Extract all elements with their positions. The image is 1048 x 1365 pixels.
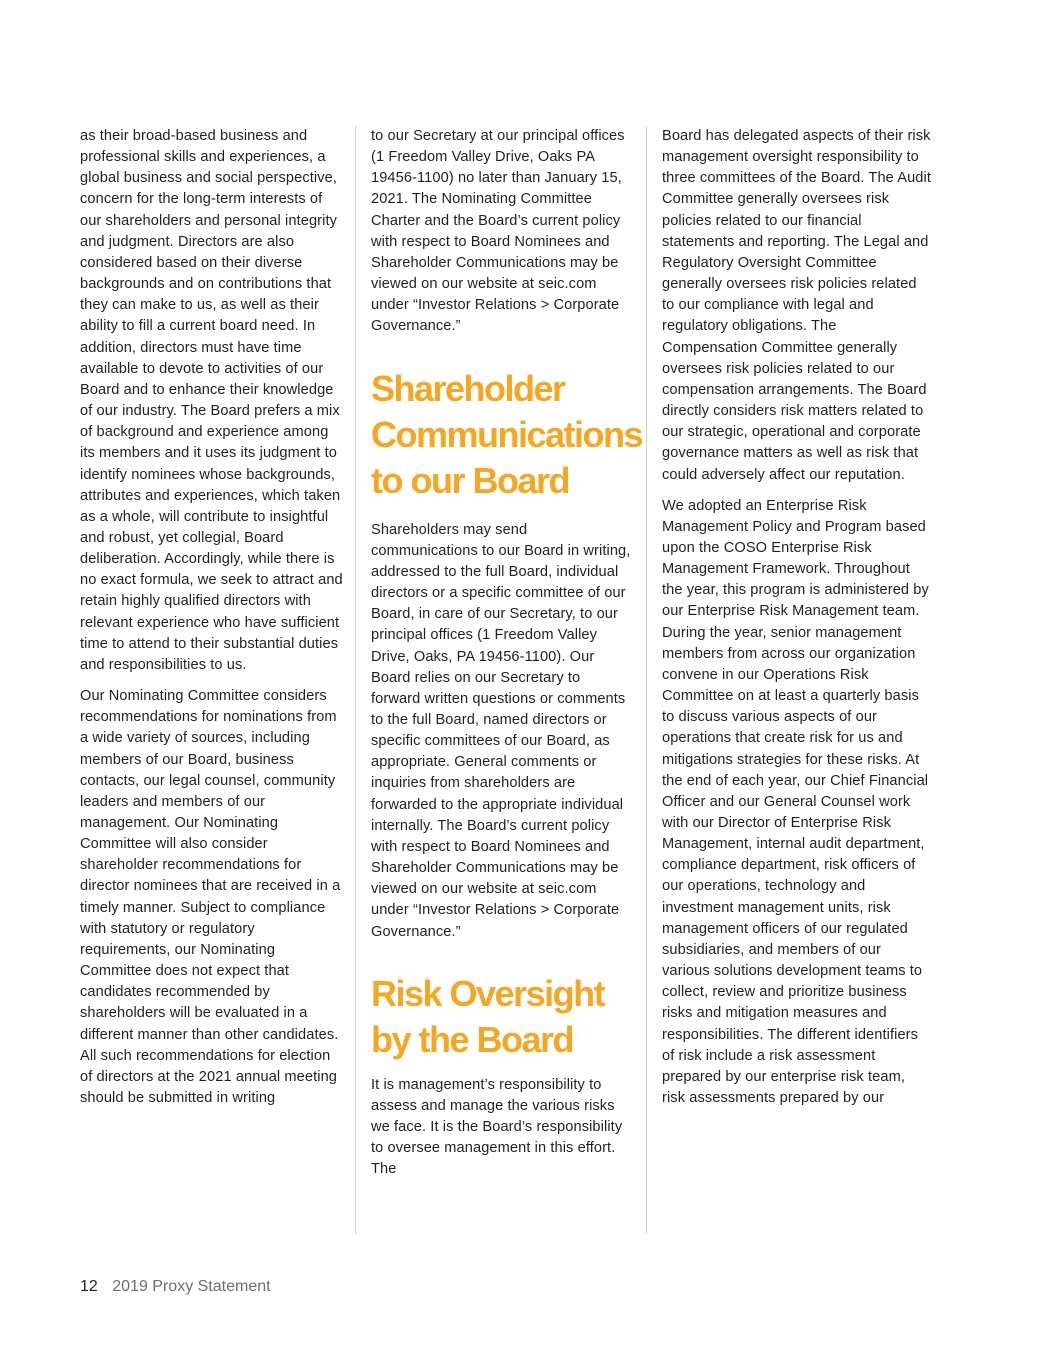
paragraph-delegated-committees: Board has delegated aspects of their risk management oversight responsibility to three committees of the Board. The Audit Committee generally oversees risk policies related to our financial statements and reporting. The Legal and Regulatory Oversight Committee generally oversees risk policies related to our compliance with legal and regulatory obligations. The Compensation Committee generally oversees risk policies related to our compensation arrangements. The Board directly considers risk matters related to our strategic, operational and corporate governance matters as well as risk that could adversely affect our reputation.: [662, 128, 931, 483]
text-column-2: [371, 126, 643, 1190]
publication-title: 2019 Proxy Statement: [112, 1278, 271, 1295]
page-number: 12: [80, 1278, 98, 1295]
paragraph-management-responsibility: It is management’s responsibility to assess and manage the various risks we face. It is the Board’s responsibility to oversee management in this effort. The: [371, 1076, 623, 1178]
text-column-1: [80, 126, 345, 1119]
paragraph-shareholder-communications: Shareholders may send communications to our Board in writing, addressed to the full Board, individual directors or a specific committee of our Board, in care of our Secretary, to our principal offices (1 Freedom Valley Drive, Oaks, PA 19456-1100). Our Board relies on our Secretary to forward written questions or comments to the full Board, named directors or specific committees of our Board, as appropriate. General comments or inquiries from shareholders are forwarded to the appropriate individual internally. The Board’s current policy with respect to Board Nominees and Shareholder Communications may be viewed on our website at seic.com under “Investor Relations > Corporate Governance.”: [371, 521, 631, 940]
paragraph-secretary-submission: to our Secretary at our principal offices (1 Freedom Valley Drive, Oaks PA 19456-1100) no later than January 15, 2021. The Nominating Committee Charter and the Board’s current policy with respect to Board Nominees and Shareholder Communications may be viewed on our website at seic.com under “Investor Relations > Corporate Governance.”: [371, 128, 625, 335]
column-divider-2: [646, 126, 647, 1234]
paragraph-director-qualifications: as their broad-based business and professional skills and experiences, a global business and social perspective, concern for the long-term interests of our shareholders and personal integrity and judgment. Directors are also considered based on their diverse backgrounds and on contributions that they can make to us, as well as their ability to fill a current board need. In addition, directors must have time available to devote to activities of our Board and to enhance their knowledge of our industry. The Board prefers a mix of background and experience among its members and it uses its judgment to identify nominees whose backgrounds, attributes and experiences, which taken as a whole, will contribute to insightful and robust, yet collegial, Board deliberation. Accordingly, while there is no exact formula, we seek to attract and retain highly qualified directors with relevant experience who have sufficient time to attend to their substantial duties and responsibilities to us.: [80, 128, 343, 673]
page-footer: [80, 1278, 271, 1296]
text-column-3: [662, 126, 932, 1119]
paragraph-nominating-committee: Our Nominating Committee considers recommendations for nominations from a wide variety of sources, including members of our Board, business contacts, our legal counsel, community leaders and members of our management. Our Nominating Committee will also consider shareholder recommendations for director nominees that are received in a timely manner. Subject to compliance with statutory or regulatory requirements, our Nominating Committee does not expect that candidates recommended by shareholders will be evaluated in a different manner than other candidates. All such recommendations for election of directors at the 2021 annual meeting should be submitted in writing: [80, 688, 341, 1107]
heading-shareholder-communications: Shareholder Communications to our Board: [371, 367, 643, 501]
column-divider-1: [355, 126, 356, 1234]
heading-risk-oversight: Risk Oversight by the Board: [371, 972, 605, 1060]
paragraph-enterprise-risk-program: We adopted an Enterprise Risk Management Policy and Program based upon the COSO Enterprise Risk Management Framework. Throughout the year, this program is administered by our Enterprise Risk Management team. During the year, senior management members from across our organization convene in our Operations Risk Committee on at least a quarterly basis to discuss various aspects of our operations that create risk for us and mitigations strategies for these risks. At the end of each year, our Chief Financial Officer and our General Counsel work with our Director of Enterprise Risk Management, internal audit department, compliance department, risk officers of our operations, technology and investment management units, risk management officers of our regulated subsidiaries, and members of our various solutions development teams to collect, review and prioritize business risks and mitigation measures and responsibilities. The different identifiers of risk include a risk assessment prepared by our enterprise risk team, risk assessments prepared by our: [662, 497, 929, 1107]
